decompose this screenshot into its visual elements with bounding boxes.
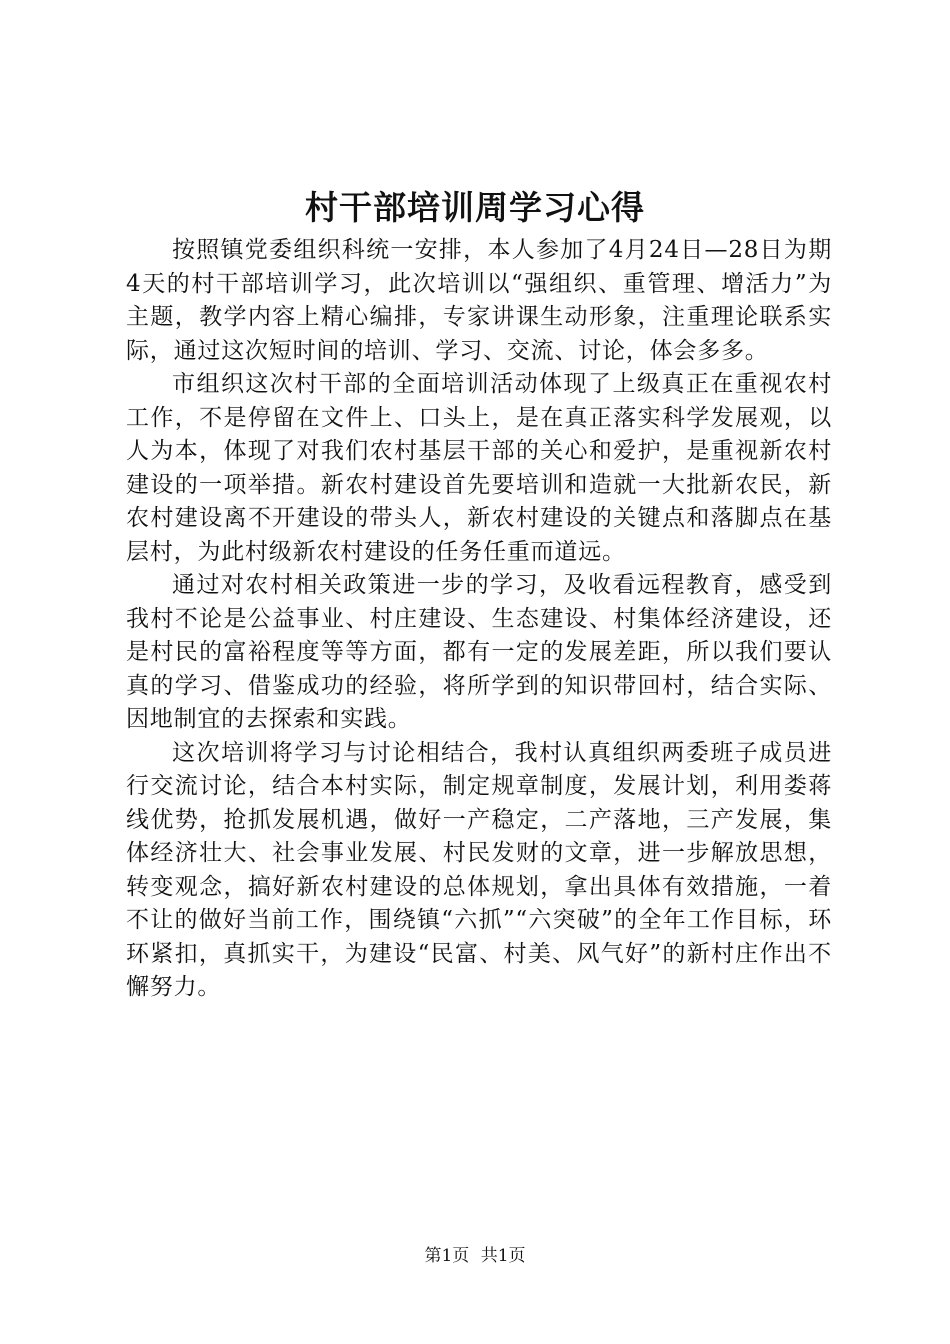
paragraph-4: 这次培训将学习与讨论相结合，我村认真组织两委班子成员进行交流讨论，结合本村实际，制定规章制度，发展计划，利用娄蒋线优势，抢抓发展机遇，做好一产稳定，二产落地，三产发展，集体经济壮大、社会事业发展、村民发财的文章，进一步解放思想，转变观念，搞好新农村建设的总体规划，拿出具体有效措施，一着不让的做好当前工作，围绕镇“六抓”“六突破”的全年工作目标，环环紧扣，真抓实干，为建设“民富、村美、风气好”的新村庄作出不懈努力。 <box>126 739 832 1000</box>
paragraph-3: 通过对农村相关政策进一步的学习，及收看远程教育，感受到我村不论是公益事业、村庄建设、生态建设、村集体经济建设，还是村民的富裕程度等等方面，都有一定的发展差距，所以我们要认真的学习、借鉴成功的经验，将所学到的知识带回村，结合实际、因地制宜的去探索和实践。 <box>126 572 832 732</box>
document-title: 村干部培训周学习心得 <box>305 188 645 227</box>
page-number: 第1页 <box>424 1246 470 1266</box>
paragraph-1: 按照镇党委组织科统一安排，本人参加了4月24日—28日为期4天的村干部培训学习，此次培训以“强组织、重管理、增活力”为主题，教学内容上精心编排，专家讲课生动形象，注重理论联系实际，通过这次短时间的培训、学习、交流、讨论，体会多多。 <box>126 237 832 364</box>
document-body <box>126 234 832 1005</box>
page-footer <box>0 1245 950 1267</box>
paragraph-2: 市组织这次村干部的全面培训活动体现了上级真正在重视农村工作，不是停留在文件上、口头上，是在真正落实科学发展观，以人为本，体现了对我们农村基层干部的关心和爱护，是重视新农村建设的一项举措。新农村建设首先要培训和造就一大批新农民，新农村建设离不开建设的带头人，新农村建设的关键点和落脚点在基层村，为此村级新农村建设的任务任重而道远。 <box>126 371 832 565</box>
page-count: 共1页 <box>480 1246 526 1266</box>
